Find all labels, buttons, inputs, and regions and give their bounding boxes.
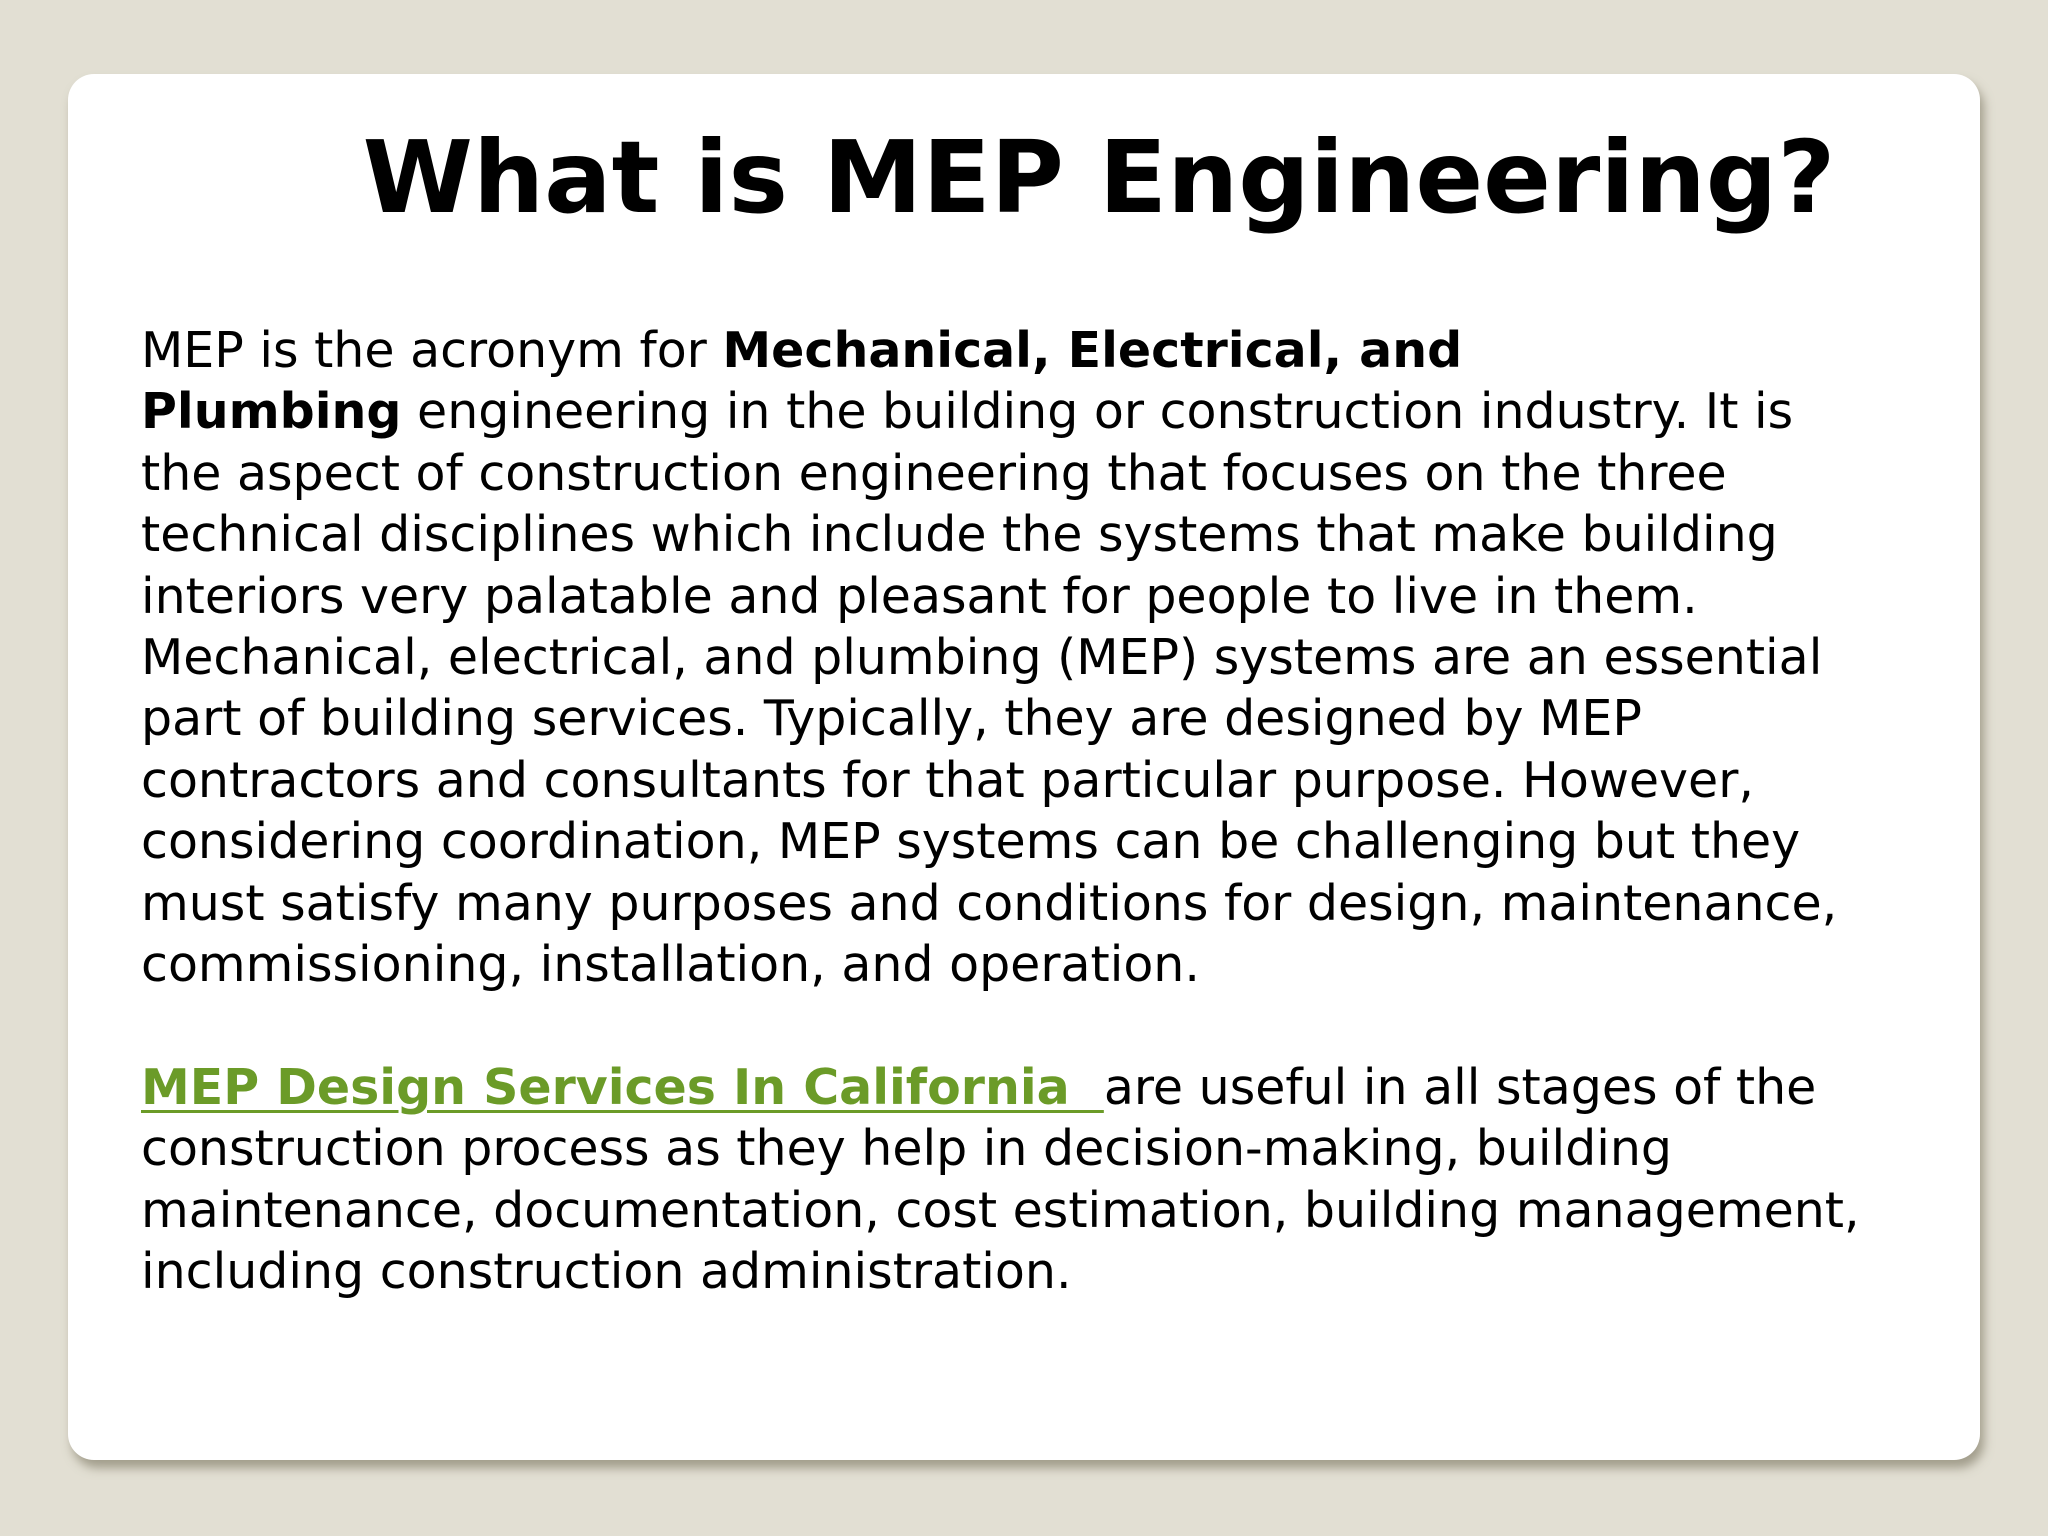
text-line: including construction administration. [141, 1243, 1072, 1301]
bold-term: Plumbing [141, 383, 402, 441]
text-line: the aspect of construction engineering that focuses on the three [141, 444, 1727, 502]
text-segment: are useful in all stages of the [1103, 1058, 1817, 1116]
text-segment: engineering in the building or construction industry. It is [401, 383, 1794, 441]
text-line: part of building services. Typically, they are designed by MEP [141, 690, 1642, 748]
text-line: maintenance, documentation, cost estimation, building management, [141, 1181, 1860, 1239]
mep-design-services-link[interactable]: MEP Design Services In California [141, 1058, 1104, 1116]
paragraph-mep-definition [141, 320, 1941, 995]
text-line [141, 320, 1941, 381]
text-line: considering coordination, MEP systems can be challenging but they [141, 813, 1801, 871]
text-line: construction process as they help in decision-making, building [141, 1120, 1673, 1178]
text-line: must satisfy many purposes and conditions for design, maintenance, [141, 874, 1838, 932]
text-line: contractors and consultants for that particular purpose. However, [141, 751, 1754, 809]
bold-term: Mechanical, Electrical, and [722, 322, 1463, 379]
slide-title: What is MEP Engineering? [362, 119, 1836, 236]
paragraph-mep-services [141, 1057, 1941, 1303]
text-line [141, 381, 1941, 442]
text-segment: MEP is the acronym for [141, 322, 723, 379]
paragraph-gap [141, 995, 1941, 1056]
text-line: commissioning, installation, and operation. [141, 936, 1200, 994]
text-line: technical disciplines which include the systems that make building [141, 506, 1778, 564]
text-line [141, 1057, 1941, 1118]
slide-body [141, 320, 1941, 1302]
text-line: Mechanical, electrical, and plumbing (MEP) systems are an essential [141, 629, 1823, 687]
text-line: interiors very palatable and pleasant for people to live in them. [141, 567, 1698, 625]
